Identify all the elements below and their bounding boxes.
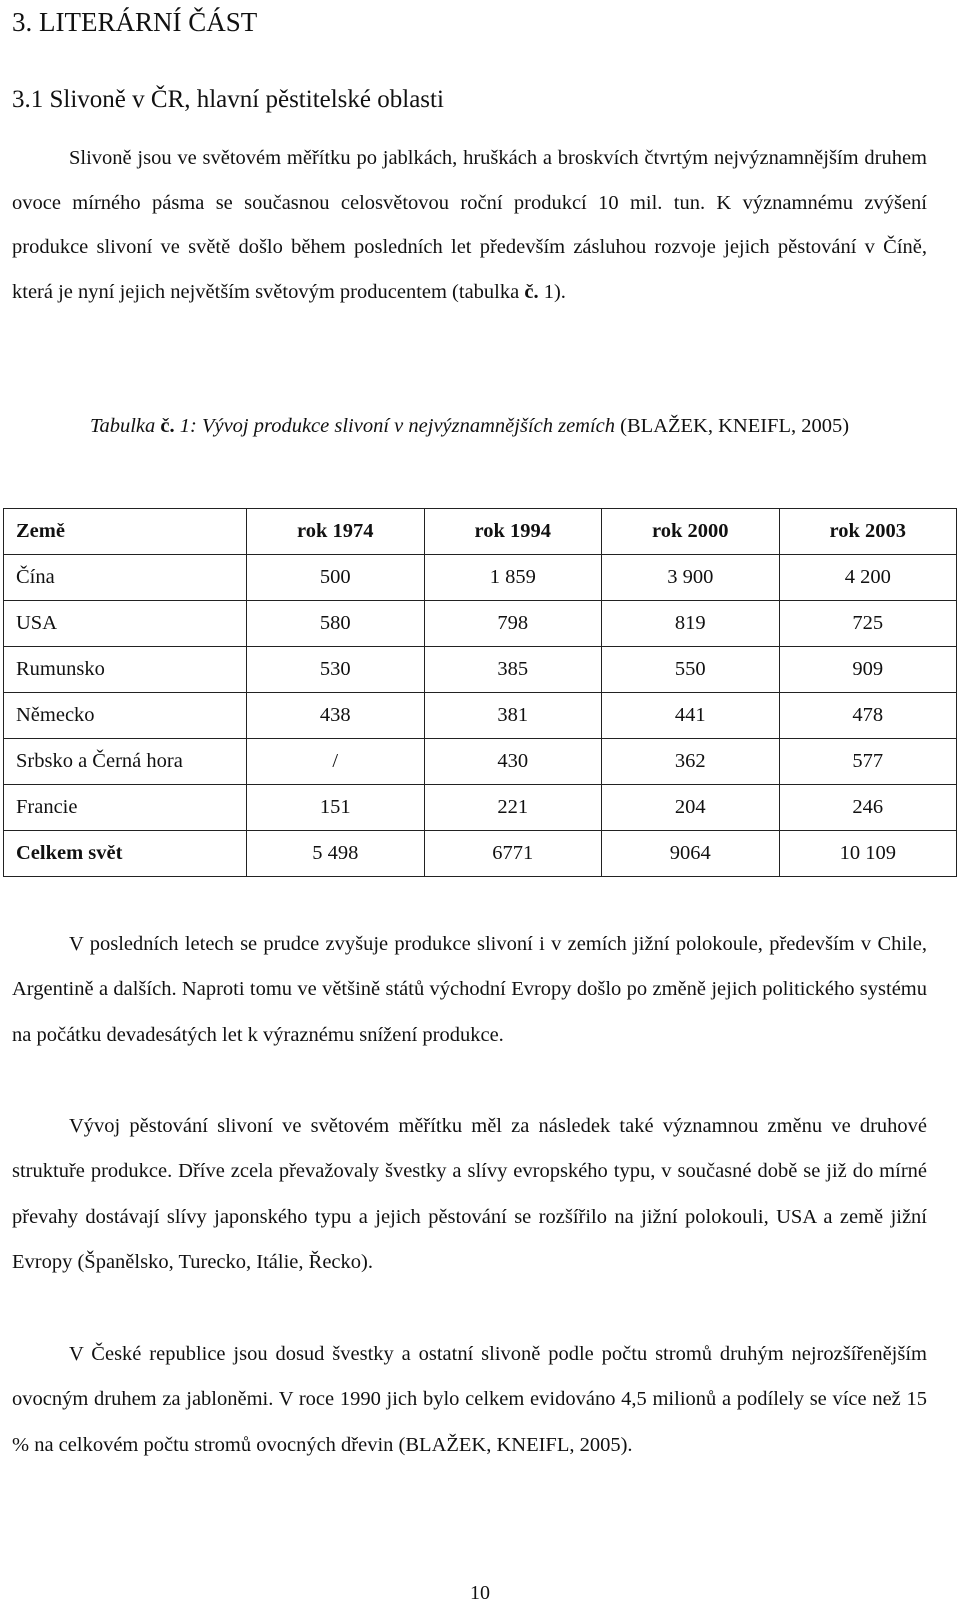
header-country: Země bbox=[4, 509, 247, 555]
table-header-row bbox=[4, 509, 957, 555]
paragraph-intro-bold: č. bbox=[524, 280, 539, 303]
table-cell: 430 bbox=[424, 739, 602, 785]
paragraph-species-structure: Vývoj pěstování slivoní ve světovém měřítku měl za následek také významnou změnu ve druhové struktuře produkce. Dříve zcela převažovaly švestky a slívy evropského typu, v současné době se již do mírné převahy dostávají slívy japonského typu a jejich pěstování se rozšířilo na jižní polokouli, USA a země jižní Evropy (Španělsko, Turecko, Itálie, Řecko). bbox=[12, 1115, 927, 1273]
table-cell-country: Čína bbox=[4, 555, 247, 601]
table-cell-total-label: Celkem svět bbox=[4, 831, 247, 877]
table-cell: 362 bbox=[602, 739, 780, 785]
table-cell: 819 bbox=[602, 601, 780, 647]
table-cell: 725 bbox=[779, 601, 957, 647]
table-cell: 221 bbox=[424, 785, 602, 831]
section-heading: 3. LITERÁRNÍ ČÁST bbox=[12, 7, 258, 37]
table-cell: 438 bbox=[247, 693, 425, 739]
table-cell: 1 859 bbox=[424, 555, 602, 601]
table-row bbox=[4, 555, 957, 601]
table-cell: / bbox=[247, 739, 425, 785]
table-cell-country: Rumunsko bbox=[4, 647, 247, 693]
table-cell: 798 bbox=[424, 601, 602, 647]
paragraph-intro-text-b: 1). bbox=[538, 280, 566, 303]
table-cell: 151 bbox=[247, 785, 425, 831]
production-table bbox=[3, 508, 957, 877]
caption-bold: č. bbox=[160, 415, 175, 437]
paragraph-intro-text-a: Slivoně jsou ve světovém měřítku po jablkách, hruškách a broskvích čtvrtým nejvýznamnějším druhem ovoce mírného pásma se současnou celosvětovou roční produkcí 10 mil. tun. K významnému zvýšení produkce slivoní ve světě došlo během posledních let především zásluhou rozvoje jejich pěstování v Číně, která je nyní jejich největším světovým producentem (tabulka bbox=[12, 147, 927, 303]
page-number: 10 bbox=[470, 1582, 490, 1604]
table-row bbox=[4, 601, 957, 647]
header-year: rok 2003 bbox=[779, 509, 957, 555]
table-cell-country: Německo bbox=[4, 693, 247, 739]
table-caption bbox=[12, 405, 927, 447]
table-cell-country: USA bbox=[4, 601, 247, 647]
caption-title: 1: Vývoj produkce slivoní v nejvýznamnějších zemích bbox=[174, 415, 616, 437]
table-cell-total: 10 109 bbox=[779, 831, 957, 877]
table-cell: 500 bbox=[247, 555, 425, 601]
table-cell-total: 6771 bbox=[424, 831, 602, 877]
table-cell-country: Srbsko a Černá hora bbox=[4, 739, 247, 785]
table-row bbox=[4, 785, 957, 831]
caption-label: Tabulka bbox=[89, 415, 161, 437]
table-cell: 385 bbox=[424, 647, 602, 693]
table-cell: 246 bbox=[779, 785, 957, 831]
table-cell-total: 9064 bbox=[602, 831, 780, 877]
table-cell: 909 bbox=[779, 647, 957, 693]
paragraph-southern-hemisphere: V posledních letech se prudce zvyšuje produkce slivoní i v zemích jižní polokoule, především v Chile, Argentině a dalších. Naproti tomu ve většině států východní Evropy došlo po změně jejich politického systému na počátku devadesátých let k výraznému snížení produkce. bbox=[12, 933, 927, 1046]
table-cell: 478 bbox=[779, 693, 957, 739]
table-cell: 4 200 bbox=[779, 555, 957, 601]
table-cell-country: Francie bbox=[4, 785, 247, 831]
table-cell: 381 bbox=[424, 693, 602, 739]
table-row bbox=[4, 739, 957, 785]
header-year: rok 1974 bbox=[247, 509, 425, 555]
table-cell-total: 5 498 bbox=[247, 831, 425, 877]
table-total-row bbox=[4, 831, 957, 877]
paragraph-czech-republic: V České republice jsou dosud švestky a ostatní slivoně podle počtu stromů druhým nejrozšířenějším ovocným druhem za jabloněmi. V roce 1990 jich bylo celkem evidováno 4,5 milionů a podílely se více než 15 % na celkovém počtu stromů ovocných dřevin (BLAŽEK, KNEIFL, 2005). bbox=[12, 1343, 927, 1456]
table-cell: 550 bbox=[602, 647, 780, 693]
table-cell: 204 bbox=[602, 785, 780, 831]
header-year: rok 1994 bbox=[424, 509, 602, 555]
table-cell: 580 bbox=[247, 601, 425, 647]
table-row bbox=[4, 693, 957, 739]
paragraph-intro bbox=[12, 136, 927, 314]
table-cell: 577 bbox=[779, 739, 957, 785]
table-cell: 530 bbox=[247, 647, 425, 693]
subsection-heading: 3.1 Slivoně v ČR, hlavní pěstitelské oblasti bbox=[12, 86, 444, 113]
table-cell: 441 bbox=[602, 693, 780, 739]
table-cell: 3 900 bbox=[602, 555, 780, 601]
caption-source: (BLAŽEK, KNEIFL, 2005) bbox=[615, 415, 850, 437]
header-year: rok 2000 bbox=[602, 509, 780, 555]
table-row bbox=[4, 647, 957, 693]
